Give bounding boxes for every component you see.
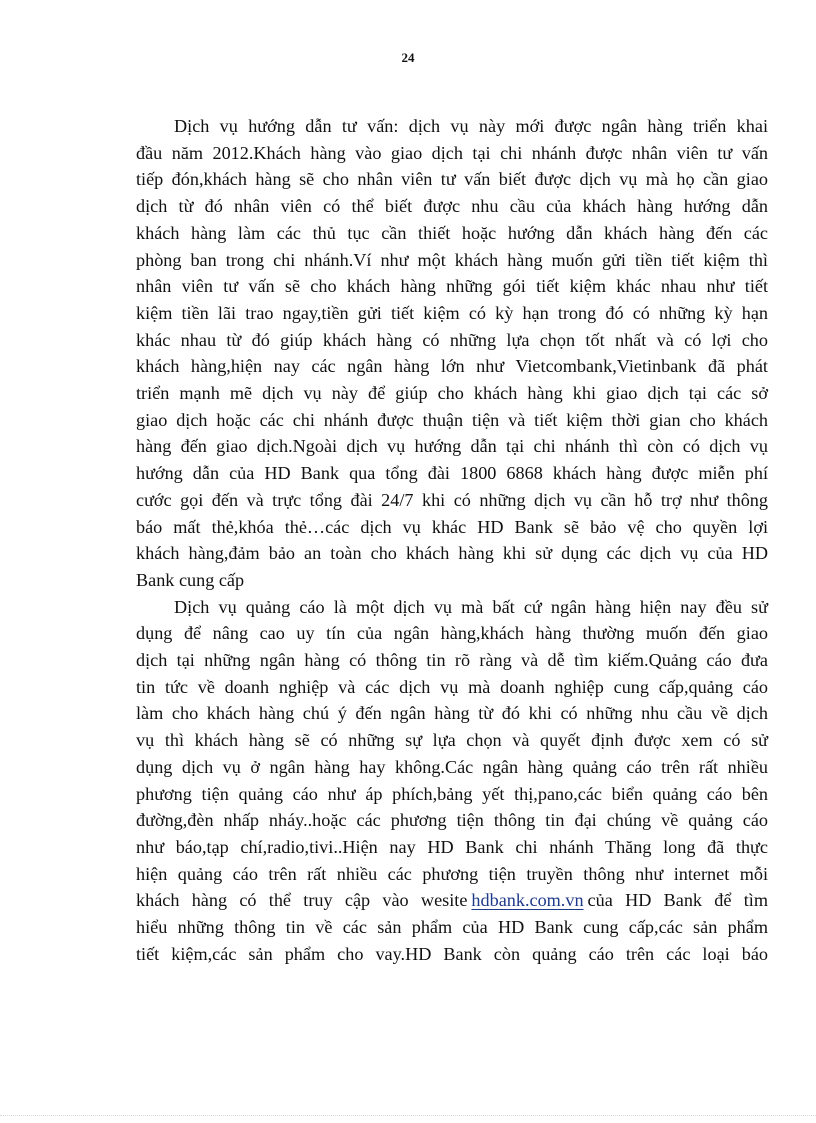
text-line: Dịch vụ quảng cáo là một dịch vụ mà bất cứ ngân hàng hiện nay đều sử [174,596,768,617]
text-line: tin tức về doanh nghiệp và các dịch vụ mà doanh nghiệp cung cấp,quảng cáo [136,676,768,697]
text-line: hiện quảng cáo trên rất nhiều các phương tiện truyền thông như internet mỗi [136,863,768,884]
text-line: kiệm tiền lãi trao ngay,tiền gửi tiết kiệm có kỳ hạn trong đó có những kỳ hạn [136,302,768,323]
text-line: hiểu những thông tin về các sản phẩm của HD Bank cung cấp,các sản phẩm [136,917,768,938]
text-line: Dịch vụ hướng dẫn tư vấn: dịch vụ này mới được ngân hàng triển khai [174,116,768,136]
text-line: khách hàng,đảm bảo an toàn cho khách hàng khi sử dụng các dịch vụ của HD [136,543,768,564]
page-number: 24 [401,50,415,65]
text-line: hướng dẫn của HD Bank qua tổng đài 1800 6868 khách hàng được miễn phí [136,463,768,484]
text-line: làm cho khách hàng chú ý đến ngân hàng từ đó khi có những nhu cầu về dịch [136,703,768,724]
text-line: khác nhau từ đó giúp khách hàng có những lựa chọn tốt nhất và có lợi cho [136,329,768,350]
text-line: phòng ban trong chi nhánh.Ví như một khách hàng muốn gửi tiền tiết kiệm thì [136,249,768,270]
footer-divider [0,1115,816,1116]
text-line: dụng dịch vụ ở ngân hàng hay không.Các ngân hàng quảng cáo trên rất nhiều [136,756,768,777]
hdbank-website-link[interactable]: hdbank.com.vn [471,890,584,911]
text-line: khách hàng,hiện nay các ngân hàng lớn như Vietcombank,Vietinbank đã phát [136,356,768,377]
text-line: tiếp đón,khách hàng sẽ cho nhân viên tư vấn biết được dịch vụ mà họ cần giao [136,169,768,190]
body-text [136,113,768,968]
paragraph-advertising-service [136,594,768,968]
paragraph-advisory-service [136,113,768,594]
text-line: như báo,tạp chí,radio,tivi..Hiện nay HD Bank chi nhánh Thăng long đã thực [136,836,768,857]
text-line: đầu năm 2012.Khách hàng vào giao dịch tại chi nhánh được nhân viên tư vấn [136,142,768,163]
text-line: cước gọi đến và trực tổng đài 24/7 khi có những dịch vụ cần hỗ trợ như thông [136,489,768,510]
link-line-after: của HD Bank để tìm [587,890,768,911]
text-line: báo mất thẻ,khóa thẻ…các dịch vụ khác HD Bank sẽ bảo vệ cho quyền lợi [136,516,768,537]
text-line-with-link [136,887,768,914]
text-line: đường,đèn nhấp nháy..hoặc các phương tiện thông tin đại chúng về quảng cáo [136,810,768,831]
text-line: phương tiện quảng cáo như áp phích,bảng yết thị,pano,các biển quảng cáo bên [136,783,768,804]
text-line: giao dịch hoặc các chi nhánh được thuận tiện và tiết kiệm thời gian cho khách [136,409,768,430]
link-line-before: khách hàng có thể truy cập vào wesite [136,890,468,911]
text-line: dịch từ đó nhân viên có thể biết được nhu cầu của khách hàng hướng dẫn [136,196,768,217]
text-line: nhân viên tư vấn sẽ cho khách hàng những gói tiết kiệm khác nhau như tiết [136,276,768,297]
text-line: hàng đến giao dịch.Ngoài dịch vụ hướng dẫn tại chi nhánh thì còn có dịch vụ [136,436,768,457]
text-line: dịch tại những ngân hàng có thông tin rõ ràng và dễ tìm kiếm.Quảng cáo đưa [136,650,768,671]
text-line: tiết kiệm,các sản phẩm cho vay.HD Bank còn quảng cáo trên các loại báo [136,943,768,964]
text-line: vụ thì khách hàng sẽ có những sự lựa chọn và quyết định được xem có sử [136,730,768,751]
text-line: dụng để nâng cao uy tín của ngân hàng,khách hàng thường muốn đến giao [136,623,768,644]
text-line: Bank cung cấp [136,569,245,590]
text-line: triển mạnh mẽ dịch vụ này để giúp cho khách hàng khi giao dịch tại các sở [136,383,768,404]
text-line: khách hàng làm các thủ tục cần thiết hoặc hướng dẫn khách hàng đến các [136,222,768,243]
